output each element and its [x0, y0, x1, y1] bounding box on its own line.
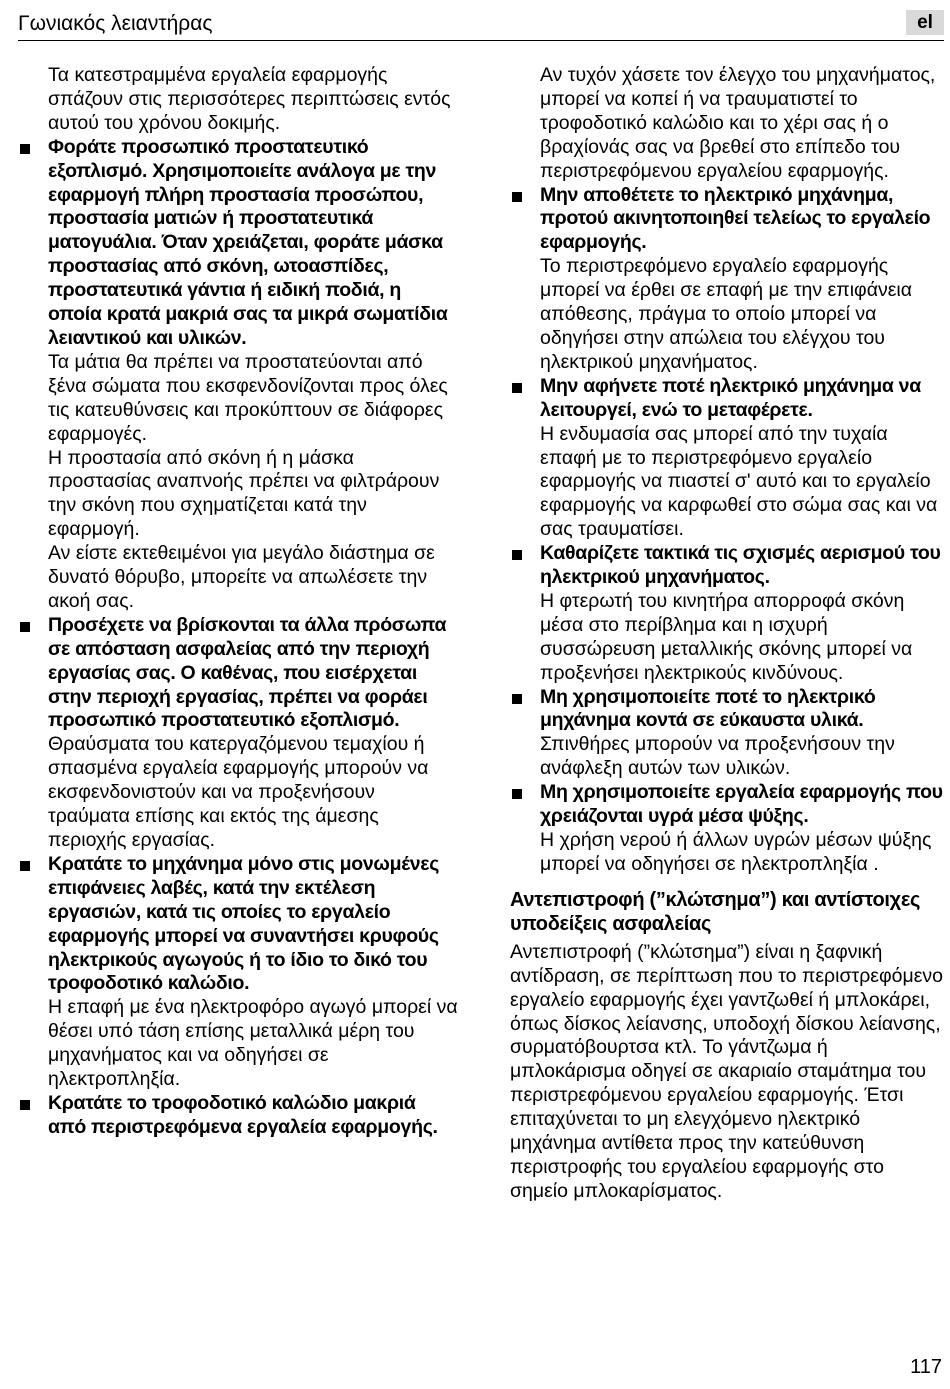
item-text: Η ενδυμασία σας μπορεί από την τυχαία επαφή με το περιστρεφόμενο εργαλείο εφαρμογής να πιαστεί σ' αυτό και το εργαλείο εφαρμογής να καρφωθεί στο σώμα σας και να σας τραυματίσει.	[540, 422, 938, 541]
list-item	[18, 1092, 458, 1140]
list-item	[18, 614, 458, 853]
list-item	[510, 542, 946, 685]
right-column	[510, 64, 946, 1204]
section-body: Αντεπιστροφή (”κλώτσημα”) είναι η ξαφνική αντίδραση, σε περίπτωση που το περιστρεφόμενο εργαλείο εφαρμογής έχει γαντζωθεί ή μπλοκάρει, όπως δίσκος λείανσης, υποδοχή δίσκου λείανσης, συρματόβουρτσα κτλ. Το γάντζωμα ή μπλοκάρισμα οδηγεί σε ακαριαίο σταμάτημα του περιστρεφόμενου εργαλείου εφαρμογής. Έτσι επιταχύνεται το μη ελεγχόμενο ηλεκτρικό μηχάνημα αντίθετα προς την κατεύθυνση περιστροφής του εργαλείου εφαρμογής στο σημείο μπλοκαρίσματος.	[510, 940, 944, 1202]
bullet-square-icon	[20, 1100, 30, 1110]
bullet-square-icon	[512, 694, 522, 704]
section-heading: Αντεπιστροφή (”κλώτσημα”) και αντίστοιχες υποδείξεις ασφαλείας	[510, 888, 921, 936]
list-item	[18, 136, 458, 614]
list-item	[510, 686, 946, 782]
item-bold-text: Καθαρίζετε τακτικά τις σχισμές αερισμού του ηλεκτρικού μηχανήματος.	[540, 542, 941, 589]
bullet-square-icon	[512, 789, 522, 799]
item-text: Τα μάτια θα πρέπει να προστατεύονται από ξένα σώματα που εκσφενδονίζονται προς όλες τις κατευθύνσεις και προκύπτουν σε διάφορες εφαρμογές.	[48, 350, 448, 445]
item-bold-text: Μην αποθέτετε το ηλεκτρικό μηχάνημα, προτού ακινητοποιηθεί τελείως το εργαλείο εφαρμογής.	[540, 183, 931, 254]
item-text: Αν είστε εκτεθειμένοι για μεγάλο διάστημα σε δυνατό θόρυβο, μπορείτε να απωλέσετε την ακοή σας.	[48, 542, 435, 612]
left-intro: Τα κατεστραμμένα εργαλεία εφαρμογής σπάζουν στις περισσότερες περιπτώσεις εντός αυτού του χρόνου δοκιμής.	[48, 64, 451, 134]
list-item	[18, 853, 458, 1092]
item-bold-text: Κρατάτε το μηχάνημα μόνο στις μονωμένες επιφάνειες λαβές, κατά την εκτέλεση εργασιών, κατά τις οποίες το εργαλείο εφαρμογής μπορεί να συναντήσει κρυφούς ηλεκτρικούς αγωγούς ή το ίδιο το δικό του τροφοδοτικό καλώδιο.	[48, 852, 440, 995]
list-item	[510, 781, 946, 877]
right-intro: Αν τυχόν χάσετε τον έλεγχο του μηχανήματος, μπορεί να κοπεί ή να τραυματιστεί το τροφοδοτικό καλώδιο και το χέρι σας ή ο βραχίονάς σας να βρεθεί στο επίπεδο του περιστρεφόμενου εργαλείου εφαρμογής.	[540, 64, 936, 182]
item-text: Θραύσματα του κατεργαζόμενου τεμαχίου ή σπασμένα εργαλεία εφαρμογής μπορούν να εκσφενδονιστούν και να προξενήσουν τραύματα επίσης και εκτός της άμεσης περιοχής εργασίας.	[48, 733, 429, 851]
item-text: Το περιστρεφόμενο εργαλείο εφαρμογής μπορεί να έρθει σε επαφή με την επιφάνεια απόθεσης, πράγμα το οποίο μπορεί να οδηγήσει στην απώλεια του ελέγχου του ηλεκτρικού μηχανήματος.	[540, 255, 913, 373]
item-bold-text: Μη χρησιμοποιείτε ποτέ το ηλεκτρικό μηχάνημα κοντά σε εύκαυστα υλικά.	[540, 685, 876, 732]
left-column	[18, 64, 458, 1140]
item-bold-text: Φοράτε προσωπικό προστατευτικό εξοπλισμό. Χρησιμοποιείτε ανάλογα με την εφαρμογή πλήρη προστασία προσώπου, προστασία ματιών ή προστατευτικά ματογυάλια. Όταν χρειάζεται, φοράτε μάσκα προστασίας από σκόνη, ωτοασπίδες, προστατευτικά γάντια ή ειδική ποδιά, η οποία κρατά μακριά σας τα μικρά σωματίδια λειαντικού και υλικών.	[48, 135, 448, 349]
list-item	[510, 184, 946, 375]
item-bold-text: Προσέχετε να βρίσκονται τα άλλα πρόσωπα σε απόσταση ασφαλείας από την περιοχή εργασίας σας. Ο καθένας, που εισέρχεται στην περιοχή εργασίας, πρέπει να φοράει προσωπικό προστατευτικό εξοπλισμό.	[48, 613, 447, 732]
bullet-square-icon	[512, 383, 522, 393]
bullet-square-icon	[512, 192, 522, 202]
page-header	[18, 8, 944, 41]
bullet-square-icon	[20, 144, 30, 154]
bullet-square-icon	[512, 550, 522, 560]
page-number: 117	[910, 1356, 942, 1378]
item-bold-text: Μην αφήνετε ποτέ ηλεκτρικό μηχάνημα να λειτουργεί, ενώ το μεταφέρετε.	[540, 374, 921, 421]
list-item	[510, 375, 946, 542]
item-text: Η χρήση νερού ή άλλων υγρών μέσων ψύξης μπορεί να οδηγήσει σε ηλεκτροπληξία .	[540, 829, 932, 875]
header-title: Γωνιακός λειαντήρας	[18, 12, 213, 35]
bullet-square-icon	[20, 861, 30, 871]
item-bold-text: Μη χρησιμοποιείτε εργαλεία εφαρμογής που χρειάζονται υγρά μέσα ψύξης.	[540, 781, 943, 828]
item-text: Η επαφή με ένα ηλεκτροφόρο αγωγό μπορεί να θέσει υπό τάση επίσης μεταλλικά μέρη του μηχανήματος και να οδηγήσει σε ηλεκτροπληξία.	[48, 996, 458, 1091]
bullet-square-icon	[20, 622, 30, 632]
item-text: Η προστασία από σκόνη ή η μάσκα προστασίας αναπνοής πρέπει να φιλτράρουν την σκόνη που σχηματίζεται κατά την εφαρμογή.	[48, 446, 440, 541]
language-badge: el	[906, 10, 944, 35]
item-text: Η φτερωτή του κινητήρα απορροφά σκόνη μέσα στο περίβλημα και η ισχυρή συσσώρευση μεταλλικής σκόνης μπορεί να προξενήσει ηλεκτρικούς κινδύνους.	[540, 589, 913, 684]
item-text: Σπινθήρες μπορούν να προξενήσουν την ανάφλεξη αυτών των υλικών.	[540, 733, 895, 780]
item-bold-text: Κρατάτε το τροφοδοτικό καλώδιο μακριά από περιστρεφόμενα εργαλεία εφαρμογής.	[48, 1091, 438, 1138]
